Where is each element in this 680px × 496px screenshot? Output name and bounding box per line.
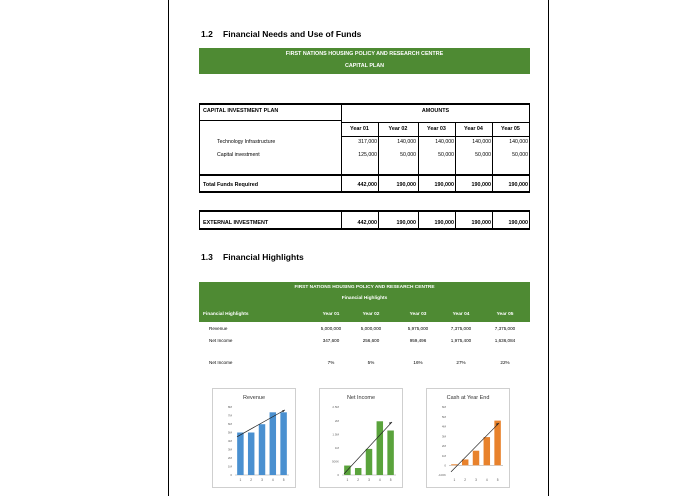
- y-tick-label: -100K: [437, 473, 446, 478]
- capital-plan-org: FIRST NATIONS HOUSING POLICY AND RESEARCH CENTRE: [285, 51, 444, 57]
- highlights-cell: 7,375,000: [494, 326, 516, 331]
- highlights-cell: 22%: [500, 360, 510, 365]
- external-cell: 190,000: [471, 220, 491, 226]
- capital-cell: 140,000: [435, 139, 454, 145]
- y-tick-label: 0: [230, 473, 232, 478]
- capital-year-3: Year 03: [427, 126, 446, 132]
- page-border-left: [168, 0, 169, 496]
- highlights-cell: 7%: [327, 360, 335, 365]
- highlights-cell: 27%: [456, 360, 466, 365]
- section-number: 1.3: [201, 252, 213, 262]
- y-tick-label: 3M: [441, 434, 446, 439]
- chart-revenue: [212, 388, 296, 488]
- bar: [248, 433, 254, 476]
- capital-cell: 317,000: [358, 139, 377, 145]
- total-cell: 190,000: [508, 182, 528, 188]
- trendline-arrow: [282, 410, 285, 413]
- capital-plan-title: CAPITAL PLAN: [344, 63, 385, 69]
- highlights-year-3: Year 03: [409, 312, 427, 317]
- section-number: 1.2: [201, 29, 213, 39]
- y-tick-label: 1M: [334, 446, 339, 450]
- x-tick-label: 2: [250, 478, 253, 482]
- y-tick-label: 0: [337, 473, 339, 478]
- x-tick-label: 3: [261, 478, 263, 482]
- highlights-cell: 5,000,000: [320, 326, 342, 331]
- bar: [280, 412, 286, 475]
- capital-cell: 50,000: [512, 152, 528, 158]
- bar: [366, 449, 372, 475]
- x-tick-label: 1: [239, 478, 242, 482]
- external-cell: 190,000: [396, 220, 416, 226]
- chart-net-income: [319, 388, 403, 488]
- x-tick-label: 2: [357, 478, 360, 482]
- highlights-cell: 16%: [413, 360, 423, 365]
- bar: [387, 430, 393, 475]
- capital-year-5: Year 05: [501, 126, 520, 132]
- capital-cell: 140,000: [397, 139, 416, 145]
- section-title: Financial Highlights: [223, 252, 304, 262]
- chart-title: Net Income: [346, 395, 376, 401]
- chart-svg: [320, 389, 402, 487]
- chart-svg: [213, 389, 295, 487]
- y-tick-label: 1M: [441, 453, 446, 458]
- highlights-cell: 959,496: [409, 338, 427, 343]
- capital-cell: 125,000: [358, 152, 377, 158]
- y-tick-label: 2M: [227, 456, 232, 461]
- highlights-year-2: Year 02: [362, 312, 380, 317]
- y-tick-label: 6M: [441, 405, 446, 410]
- total-cell: 190,000: [434, 182, 454, 188]
- capital-row-label: Technology Infrastructure: [217, 139, 276, 145]
- total-funds-label: Total Funds Required: [203, 182, 259, 188]
- page-border-right: [548, 0, 549, 496]
- y-tick-label: 0: [444, 463, 446, 468]
- highlights-org: FIRST NATIONS HOUSING POLICY AND RESEARCH CENTRE: [294, 285, 435, 290]
- capital-cell: 140,000: [509, 139, 528, 145]
- external-investment-label: EXTERNAL INVESTMENT: [203, 220, 269, 226]
- x-tick-label: 4: [378, 478, 381, 482]
- total-cell: 190,000: [396, 182, 416, 188]
- y-tick-label: 4M: [227, 439, 232, 444]
- y-tick-label: 2M: [334, 418, 339, 423]
- highlights-year-4: Year 04: [452, 312, 470, 317]
- section-heading-1-2: [201, 29, 361, 39]
- capital-cell: 50,000: [475, 152, 491, 158]
- external-cell: 190,000: [508, 220, 528, 226]
- highlights-banner: [199, 282, 530, 322]
- x-tick-label: 5: [282, 478, 285, 482]
- y-tick-label: 2.5M: [332, 405, 339, 410]
- bar: [473, 451, 479, 466]
- highlights-row-label: Net Income: [209, 360, 233, 365]
- capital-row-label: Capital investment: [217, 152, 260, 158]
- highlights-cell: 347,600: [322, 338, 340, 343]
- section-title: Financial Needs and Use of Funds: [223, 29, 362, 39]
- bar: [270, 412, 276, 475]
- x-tick-label: 5: [496, 478, 499, 482]
- capital-cell: 50,000: [438, 152, 454, 158]
- highlights-row-revenue: [199, 326, 530, 336]
- bar: [259, 424, 265, 475]
- x-tick-label: 4: [271, 478, 274, 482]
- x-tick-label: 1: [453, 478, 456, 482]
- chart-cash-at-year-end: [426, 388, 510, 488]
- x-tick-label: 3: [475, 478, 477, 482]
- capital-plan-banner: [199, 48, 530, 74]
- bar: [462, 459, 468, 465]
- y-tick-label: 1.5M: [332, 432, 339, 437]
- highlights-title: Financial Highlights: [341, 296, 388, 301]
- bar: [494, 421, 500, 466]
- capital-year-4: Year 04: [464, 126, 483, 132]
- bar: [451, 464, 457, 465]
- total-cell: 190,000: [471, 182, 491, 188]
- y-tick-label: 1M: [227, 464, 232, 469]
- total-cell: 442,000: [357, 182, 377, 188]
- bar: [237, 433, 243, 476]
- highlights-row-net-income-pct: [199, 360, 530, 370]
- highlights-cell: 256,600: [362, 338, 380, 343]
- y-tick-label: 500K: [331, 459, 339, 464]
- highlights-cell: 1,636,084: [494, 338, 516, 343]
- chart-title: Revenue: [242, 395, 266, 401]
- y-tick-label: 3M: [227, 447, 232, 452]
- bar: [484, 437, 490, 465]
- y-tick-label: 6M: [227, 422, 232, 427]
- y-tick-label: 8M: [227, 405, 232, 410]
- capital-year-2: Year 02: [388, 126, 408, 132]
- y-tick-label: 5M: [441, 414, 446, 419]
- bar: [377, 421, 383, 475]
- capital-cell: 140,000: [472, 139, 491, 145]
- highlights-year-1: Year 01: [322, 312, 340, 317]
- y-tick-label: 7M: [227, 413, 232, 418]
- capital-year-1: Year 01: [350, 126, 369, 132]
- highlights-cell: 5,975,000: [407, 326, 429, 331]
- x-tick-label: 5: [389, 478, 392, 482]
- highlights-row-label: Revenue: [209, 326, 228, 331]
- highlights-cell: 1,975,400: [450, 338, 472, 343]
- highlights-row-net-income: [199, 338, 530, 348]
- y-tick-label: 5M: [227, 430, 232, 435]
- chart-title: Cash at Year End: [446, 395, 490, 401]
- external-cell: 190,000: [434, 220, 454, 226]
- highlights-cell: 5,000,000: [360, 326, 382, 331]
- y-tick-label: 4M: [441, 424, 446, 429]
- highlights-year-5: Year 05: [496, 312, 514, 317]
- highlights-col-header: Financial Highlights: [203, 312, 249, 317]
- section-heading-1-3: [201, 252, 304, 262]
- highlights-cell: 7,375,000: [450, 326, 472, 331]
- x-tick-label: 2: [464, 478, 467, 482]
- amounts-label: AMOUNTS: [421, 108, 450, 114]
- x-tick-label: 4: [485, 478, 488, 482]
- x-tick-label: 1: [346, 478, 349, 482]
- y-tick-label: 2M: [441, 444, 446, 449]
- external-cell: 442,000: [357, 220, 377, 226]
- highlights-cell: 5%: [367, 360, 375, 365]
- chart-svg: [427, 389, 509, 487]
- bar: [355, 468, 361, 475]
- x-tick-label: 3: [368, 478, 370, 482]
- capital-table-header: CAPITAL INVESTMENT PLAN: [203, 108, 279, 114]
- highlights-row-label: Net Income: [209, 338, 233, 343]
- capital-cell: 50,000: [400, 152, 416, 158]
